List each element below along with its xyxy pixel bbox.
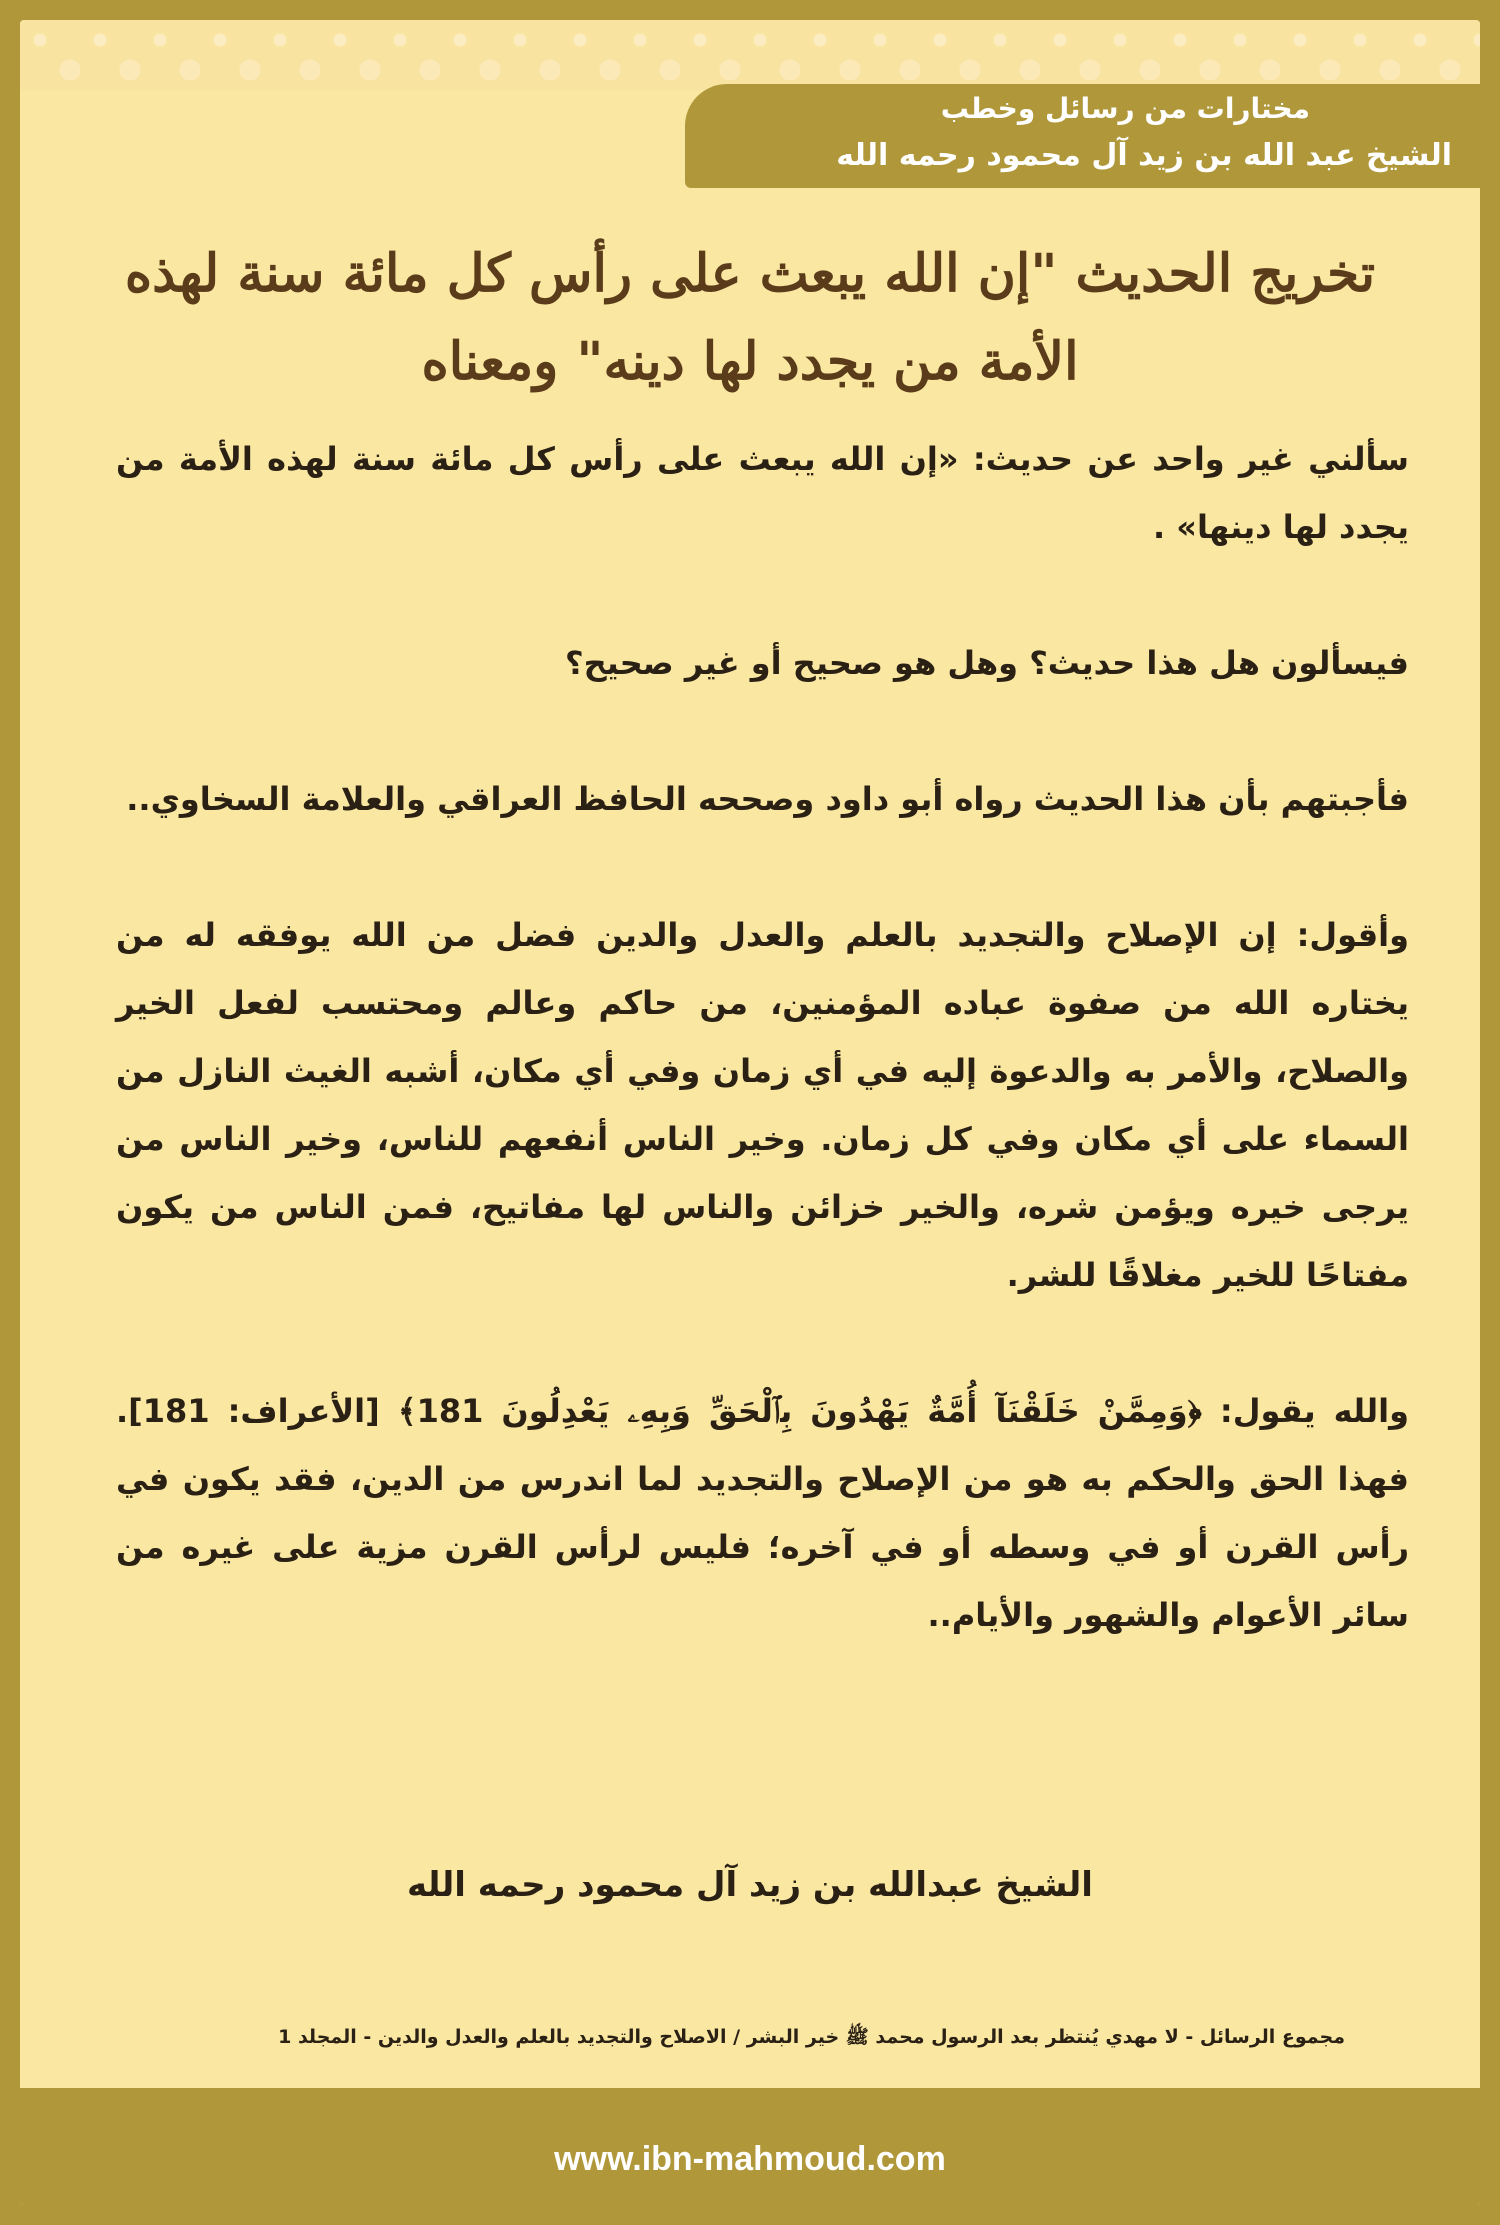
decorative-pattern	[20, 20, 1480, 90]
paragraph: فيسألون هل هذا حديث؟ وهل هو صحيح أو غير صحيح؟	[565, 644, 1409, 682]
author-name: الشيخ عبد الله بن زيد آل محمود رحمه الله	[836, 138, 1452, 173]
paragraph: فأجبتهم بأن هذا الحديث رواه أبو داود وصححه الحافظ العراقي والعلامة السخاوي..	[126, 780, 1409, 818]
paragraph: وأقول: إن الإصلاح والتجديد بالعلم والعدل والدين فضل من الله يوفقه له من يختاره الله من صفوة عباده المؤمنين، من حاكم وعالم ومحتسب لفعل الخير والصلاح، والأمر به والدعوة إليه في أي زمان وفي أي مكان، أشبه الغيث النازل من السماء على أي مكان وفي كل زمان. وخير الناس أنفعهم للناس، وخير الناس من يرجى خيره ويؤمن شره، والخير خزائن والناس لها مفاتيح، فمن الناس من يكون مفتاحًا للخير مغلاقًا للشر.	[116, 916, 1409, 1294]
paragraph: والله يقول: ﴿وَمِمَّنْ خَلَقْنَآ أُمَّةٌ يَهْدُونَ بِٱلْحَقِّ وَبِهِۦ يَعْدِلُونَ 181﴾ [الأعراف: 181]. فهذا الحق والحكم به هو من الإصلاح والتجديد لما اندرس من الدين، فقد يكون في رأس القرن أو في وسطه أو في آخره؛ فليس لرأس القرن مزية على غيره من سائر الأعوام والشهور والأيام..	[116, 1392, 1409, 1634]
source-citation: مجموع الرسائل - لا مهدي يُنتظر بعد الرسول محمد ﷺ خير البشر / الاصلاح والتجديد بالعلم والعدل والدين - المجلد 1	[278, 2026, 1345, 2048]
website-link[interactable]: www.ibn-mahmoud.com	[554, 2140, 946, 2178]
content-panel	[20, 20, 1480, 2205]
footer-bar	[20, 2088, 1480, 2205]
article-body	[116, 425, 1409, 1717]
article-title: تخريج الحديث "إن الله يبعث على رأس كل مائة سنة لهذه الأمة من يجدد لها دينه" ومعناه	[124, 243, 1376, 392]
signature: الشيخ عبدالله بن زيد آل محمود رحمه الله	[407, 1865, 1093, 1905]
paragraph: سألني غير واحد عن حديث: «إن الله يبعث على رأس كل مائة سنة لهذه الأمة من يجدد لها دينها» .	[116, 440, 1409, 546]
series-title: مختارات من رسائل وخطب	[940, 92, 1310, 125]
header-ribbon	[685, 84, 1480, 188]
